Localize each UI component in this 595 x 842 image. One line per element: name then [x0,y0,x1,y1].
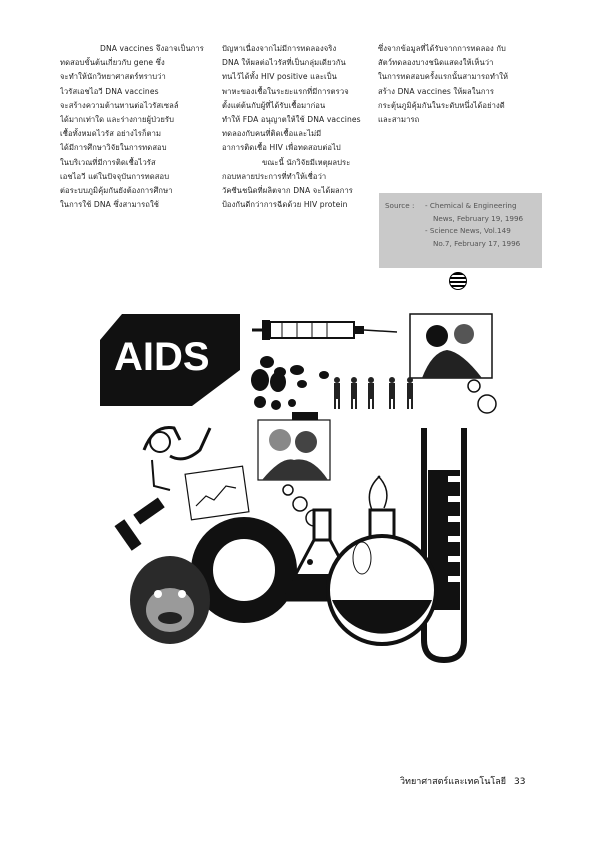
text-line: พาหะของเชื้อในระยะแรกที่มีการตรวจ [222,86,349,96]
text-line: ซึ่งจากข้อมูลที่ได้รับจากการทดลอง กับ [378,44,506,53]
text-line: และสามารถ [378,115,420,125]
text-line: ป้องกันดีกว่าการฉีดด้วย HIV protein [222,200,348,210]
text-line: สร้าง DNA vaccines ให้ผลในการ [378,86,495,96]
text-line: อาการติดเชื้อ HIV เพื่อทดสอบต่อไป [222,143,341,153]
text-line: สัตว์ทดลองบางชนิดแสดงให้เห็นว่า [378,58,494,68]
chart-sheet [185,466,249,520]
text-line: เชื้อทั้งหมดไวรัส อย่างไรก็ตาม [60,129,162,139]
text-line: กระตุ้นภูมิคุ้มกันในระดับหนึ่งได้อย่างดี [378,100,505,110]
people-group [334,377,413,409]
text-column-3 [378,42,540,127]
text-line: DNA ให้ผลต่อไวรัสที่เป็นกลุ่มเดียวกัน [222,58,346,68]
aids-illustration [92,300,550,665]
text-line: ได้มีการศึกษาวิจัยในการทดสอบ [60,143,167,153]
kissing-couple [258,420,330,480]
aids-panel [100,314,240,406]
source-item: - Chemical & Engineering [425,201,517,210]
text-column-1 [60,42,212,212]
text-line: เอชไอวี แต่ในปัจจุบันการทดสอบ [60,171,170,181]
text-line: ทดลองกับคนที่ติดเชื้อและไม่มี [222,129,322,139]
source-item: - Science News, Vol.149 [425,226,511,236]
test-tube [424,428,464,660]
end-mark-icon [449,272,467,290]
chimpanzee [130,556,210,644]
source-item: News, February 19, 1996 [433,213,524,223]
text-line: ในการใช้ DNA ซึ่งสามารถใช้ [60,200,160,210]
round-flask [328,476,436,644]
text-line: วัคซีนชนิดที่ผลิตจาก DNA จะได้ผลการ [222,186,353,196]
text-line: ได้มากเท่าใด และร่างกายผู้ป่วยรับ [60,115,175,125]
source-label: Source : [385,201,415,210]
text-line: ตั้งแต่ต้นกับผู้ที่ได้รับเชื้อมาก่อน [222,100,326,110]
text-line: ทดสอบขั้นต้นเกี่ยวกับ gene ซึ่ง [60,58,165,68]
journal-name: วิทยาศาสตร์และเทคโนโลยี [400,777,507,787]
text-line: ต่อระบบภูมิคุ้มกันยังต้องการศึกษา [60,186,173,196]
text-column-2 [222,42,368,212]
text-line: ไวรัสเอชไอวี DNA vaccines [60,86,159,96]
syringe-icon [252,320,397,340]
text-line: จะทำให้นักวิทยาศาสตร์ทราบว่า [60,72,166,82]
text-line: กอบหลายประการที่ทำให้เชื่อว่า [222,171,327,181]
source-list [425,200,540,250]
text-line: ขณะนี้ นักวิจัยมีเหตุผลประ [262,157,351,167]
aids-title: AIDS [114,335,210,379]
text-line: ในการทดสอบครั้งแรกนั้นสามารถทำให้ [378,72,509,82]
text-line: ในบริเวณที่มีการติดเชื้อไวรัส [60,157,156,167]
text-line: ทนไว้ได้ทั้ง HIV positive และเป็น [222,72,337,82]
text-line: ปัญหาเนื่องจากไม่มีการทดลองจริง [222,44,337,53]
page-footer [400,774,526,788]
text-line: DNA vaccines จึงอาจเป็นการ [100,44,204,53]
couple-photo [410,314,492,378]
text-line: จะสร้างความต้านทานต่อไวรัสเซลล์ [60,100,179,110]
text-line: ทำให้ FDA อนุญาตให้ใช้ DNA vaccines [222,115,361,125]
source-item: No.7, February 17, 1996 [433,238,521,248]
page-number: 33 [514,777,526,787]
source-box [379,193,542,268]
